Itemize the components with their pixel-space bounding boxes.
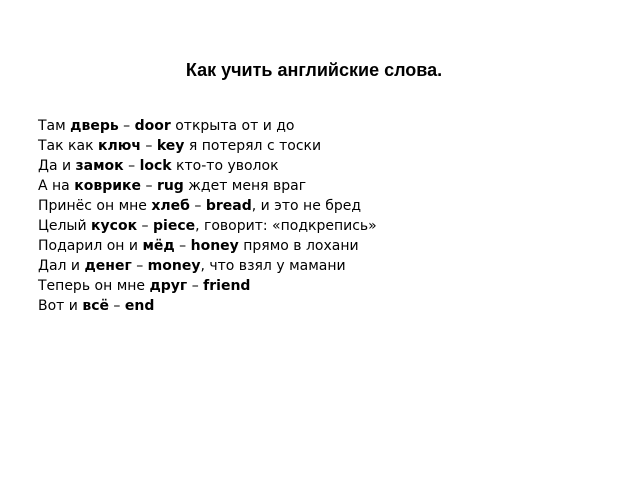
poem-line <box>38 296 628 316</box>
vocab-word: lock <box>139 158 172 174</box>
poem-text-block <box>38 116 628 316</box>
poem-text: Дал и <box>38 258 85 274</box>
poem-text: – <box>187 278 204 294</box>
poem-line <box>38 176 628 196</box>
vocab-word: key <box>156 138 185 154</box>
poem-text: Вот и <box>38 298 83 314</box>
poem-text: открыта от и до <box>170 118 295 134</box>
poem-text: – <box>131 258 148 274</box>
poem-text: – <box>118 118 135 134</box>
poem-text: ждет меня враг <box>183 178 307 194</box>
poem-line <box>38 196 628 216</box>
poem-text: прямо в лохани <box>238 238 359 254</box>
vocab-word: door <box>134 118 171 134</box>
vocab-word: ключ <box>97 138 141 154</box>
poem-text: Там <box>38 118 71 134</box>
poem-text: – <box>174 238 191 254</box>
poem-text: , говорит: «подкрепись» <box>195 218 377 234</box>
poem-line <box>38 276 628 296</box>
poem-text: – <box>141 178 157 194</box>
vocab-word: piece <box>153 218 196 234</box>
vocab-word: коврике <box>74 178 142 194</box>
vocab-word: хлеб <box>151 198 190 214</box>
poem-text: , что взял у мамани <box>200 258 346 274</box>
poem-text: Так как <box>38 138 98 154</box>
poem-text: – <box>123 158 140 174</box>
vocab-word: дверь <box>70 118 119 134</box>
vocab-word: friend <box>203 278 251 294</box>
poem-text: я потерял с тоски <box>184 138 322 154</box>
poem-text: Целый <box>38 218 92 234</box>
poem-text: А на <box>38 178 75 194</box>
poem-line <box>38 136 628 156</box>
vocab-word: кусок <box>91 218 138 234</box>
vocab-word: друг <box>149 278 188 294</box>
poem-text: Подарил он и <box>38 238 143 254</box>
poem-line <box>38 156 628 176</box>
vocab-word: money <box>147 258 201 274</box>
poem-text: кто-то уволок <box>171 158 279 174</box>
slide-title: Как учить английские слова. <box>185 60 443 80</box>
vocab-word: honey <box>190 238 239 254</box>
vocab-word: всё <box>82 298 109 314</box>
poem-text: Теперь он мне <box>38 278 150 294</box>
vocab-word: end <box>124 298 155 314</box>
poem-text: – <box>137 218 153 234</box>
poem-line <box>38 116 628 136</box>
vocab-word: денег <box>84 258 132 274</box>
poem-text: – <box>108 298 125 314</box>
poem-text: – <box>140 138 157 154</box>
poem-line <box>38 216 628 236</box>
poem-text: Да и <box>38 158 76 174</box>
vocab-word: bread <box>205 198 252 214</box>
poem-text: – <box>189 198 206 214</box>
poem-line <box>38 256 628 276</box>
vocab-word: мёд <box>142 238 175 254</box>
poem-text: Принёс он мне <box>38 198 152 214</box>
vocab-word: rug <box>156 178 184 194</box>
poem-text: , и это не бред <box>251 198 362 214</box>
poem-line <box>38 236 628 256</box>
vocab-word: замок <box>75 158 124 174</box>
